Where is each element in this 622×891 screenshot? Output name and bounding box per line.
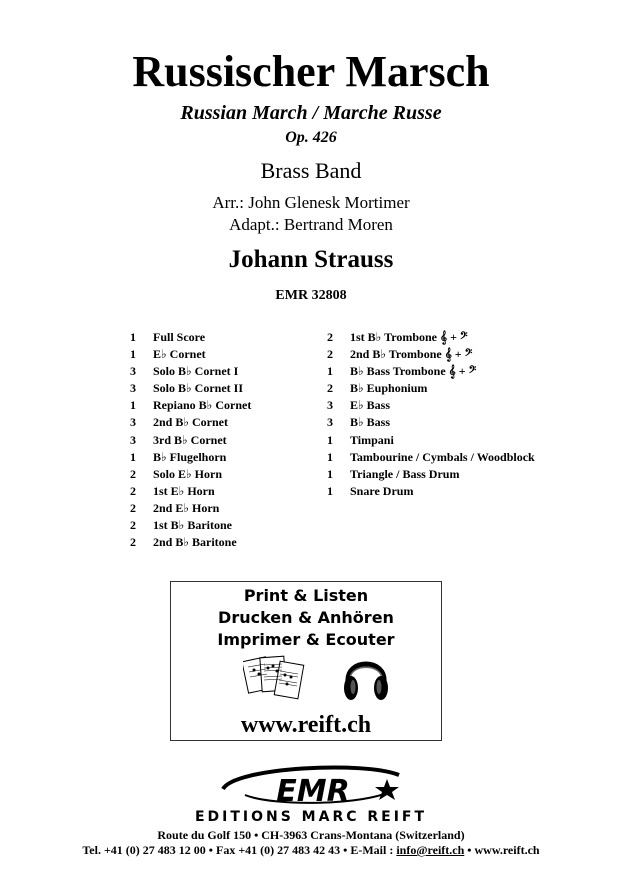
instrument-quantity: 2 bbox=[130, 483, 136, 498]
instrument-row bbox=[130, 500, 330, 517]
adapter-credit: Adapt.: Bertrand Moren bbox=[229, 215, 393, 234]
instrument-list-right bbox=[327, 329, 557, 500]
instrument-row bbox=[327, 363, 557, 380]
instrument-name: 1st B♭ Trombone 𝄞 + 𝄢 bbox=[350, 330, 468, 344]
instrument-name: Timpani bbox=[350, 432, 394, 447]
score-title: Russischer Marsch bbox=[132, 47, 490, 96]
instrument-row bbox=[130, 329, 330, 346]
instrument-row bbox=[327, 380, 557, 397]
instrument-row bbox=[130, 517, 330, 534]
instrument-quantity: 1 bbox=[130, 347, 136, 362]
instrument-row bbox=[327, 414, 557, 431]
instrument-row bbox=[130, 380, 330, 397]
publisher-address: Route du Golf 150 • CH-3963 Crans-Montana (Switzerland) bbox=[157, 828, 465, 842]
promo-line-french: Imprimer & Ecouter bbox=[217, 630, 395, 649]
instrument-row bbox=[130, 534, 330, 551]
score-subtitle: Russian March / Marche Russe bbox=[180, 102, 442, 124]
instrument-quantity: 3 bbox=[130, 432, 136, 447]
instrument-row bbox=[130, 483, 330, 500]
instrument-row bbox=[130, 466, 330, 483]
instrument-name: 1st E♭ Horn bbox=[153, 483, 215, 498]
instrument-row bbox=[130, 363, 330, 380]
instrument-quantity: 3 bbox=[130, 364, 136, 379]
instrument-quantity: 1 bbox=[327, 449, 333, 464]
instrument-row bbox=[130, 432, 330, 449]
instrument-name: 3rd B♭ Cornet bbox=[153, 432, 227, 447]
instrument-name: Tambourine / Cymbals / Woodblock bbox=[350, 449, 535, 464]
contact-phone-fax: Tel. +41 (0) 27 483 12 00 • Fax +41 (0) 27 483 42 43 • E-Mail : bbox=[82, 843, 397, 857]
instrument-name: 2nd E♭ Horn bbox=[153, 500, 220, 515]
instrument-row bbox=[327, 483, 557, 500]
instrument-quantity: 2 bbox=[327, 381, 333, 396]
instrument-row bbox=[327, 466, 557, 483]
email-link[interactable]: info@reift.ch bbox=[396, 843, 465, 857]
instrument-row bbox=[130, 346, 330, 363]
instrument-quantity: 1 bbox=[130, 449, 136, 464]
instrument-quantity: 3 bbox=[130, 381, 136, 396]
instrument-name: E♭ Cornet bbox=[153, 347, 206, 362]
opus-number: Op. 426 bbox=[285, 129, 337, 146]
instrument-row bbox=[327, 346, 557, 363]
instrument-quantity: 3 bbox=[327, 415, 333, 430]
instrument-quantity: 2 bbox=[327, 347, 333, 362]
publisher-contact bbox=[0, 843, 622, 858]
instrument-name: Triangle / Bass Drum bbox=[350, 466, 460, 481]
instrument-quantity: 1 bbox=[327, 432, 333, 447]
arranger-credit: Arr.: John Glenesk Mortimer bbox=[212, 193, 410, 212]
instrument-name: Solo B♭ Cornet II bbox=[153, 381, 243, 396]
instrument-name: B♭ Bass Trombone 𝄞 + 𝄢 bbox=[350, 364, 477, 379]
instrument-name: 2nd B♭ Baritone bbox=[153, 535, 237, 550]
instrument-row bbox=[130, 449, 330, 466]
instrument-name: B♭ Flugelhorn bbox=[153, 449, 227, 464]
headphones-icon bbox=[341, 650, 391, 704]
composer-name: Johann Strauss bbox=[228, 246, 394, 273]
catalog-number: EMR 32808 bbox=[275, 288, 347, 303]
instrument-name: 2nd B♭ Trombone 𝄞 + 𝄢 bbox=[350, 347, 473, 362]
website-link[interactable]: www.reift.ch bbox=[240, 712, 372, 738]
instrument-name: 1st B♭ Baritone bbox=[153, 518, 232, 533]
publisher-name: EDITIONS MARC REIFT bbox=[194, 809, 428, 825]
instrument-name: Snare Drum bbox=[350, 483, 414, 498]
instrument-name: B♭ Euphonium bbox=[350, 381, 428, 396]
instrument-quantity: 1 bbox=[327, 466, 333, 481]
instrument-name: Repiano B♭ Cornet bbox=[153, 398, 252, 413]
instrument-quantity: 2 bbox=[130, 500, 136, 515]
instrument-name: 2nd B♭ Cornet bbox=[153, 415, 228, 430]
contact-website[interactable]: • www.reift.ch bbox=[464, 843, 540, 857]
instrument-row bbox=[327, 449, 557, 466]
instrument-name: Solo E♭ Horn bbox=[153, 466, 223, 481]
instrument-quantity: 2 bbox=[130, 535, 136, 550]
instrument-name: Solo B♭ Cornet I bbox=[153, 364, 239, 379]
instrument-name: E♭ Bass bbox=[350, 398, 391, 413]
promo-line-english: Print & Listen bbox=[243, 586, 369, 605]
instrument-row bbox=[130, 397, 330, 414]
ensemble-label: Brass Band bbox=[260, 158, 362, 183]
instrument-name: B♭ Bass bbox=[350, 415, 391, 430]
instrument-quantity: 2 bbox=[130, 518, 136, 533]
instrument-quantity: 1 bbox=[327, 483, 333, 498]
emr-logo-icon bbox=[215, 761, 407, 815]
sheet-music-icon bbox=[243, 653, 307, 705]
instrument-row bbox=[130, 414, 330, 431]
instrument-quantity: 3 bbox=[130, 415, 136, 430]
instrument-quantity: 2 bbox=[130, 466, 136, 481]
print-listen-box bbox=[170, 581, 442, 741]
instrument-name: Full Score bbox=[153, 330, 206, 344]
instrument-quantity: 1 bbox=[327, 364, 333, 379]
instrument-list-left bbox=[130, 329, 330, 551]
instrument-row bbox=[327, 432, 557, 449]
instrument-row bbox=[327, 397, 557, 414]
logo-text: EMR bbox=[276, 774, 350, 809]
instrument-quantity: 2 bbox=[327, 330, 333, 344]
instrument-row bbox=[327, 329, 557, 346]
instrument-quantity: 1 bbox=[130, 330, 136, 344]
promo-line-german: Drucken & Anhören bbox=[218, 608, 394, 627]
instrument-quantity: 3 bbox=[327, 398, 333, 413]
instrument-quantity: 1 bbox=[130, 398, 136, 413]
